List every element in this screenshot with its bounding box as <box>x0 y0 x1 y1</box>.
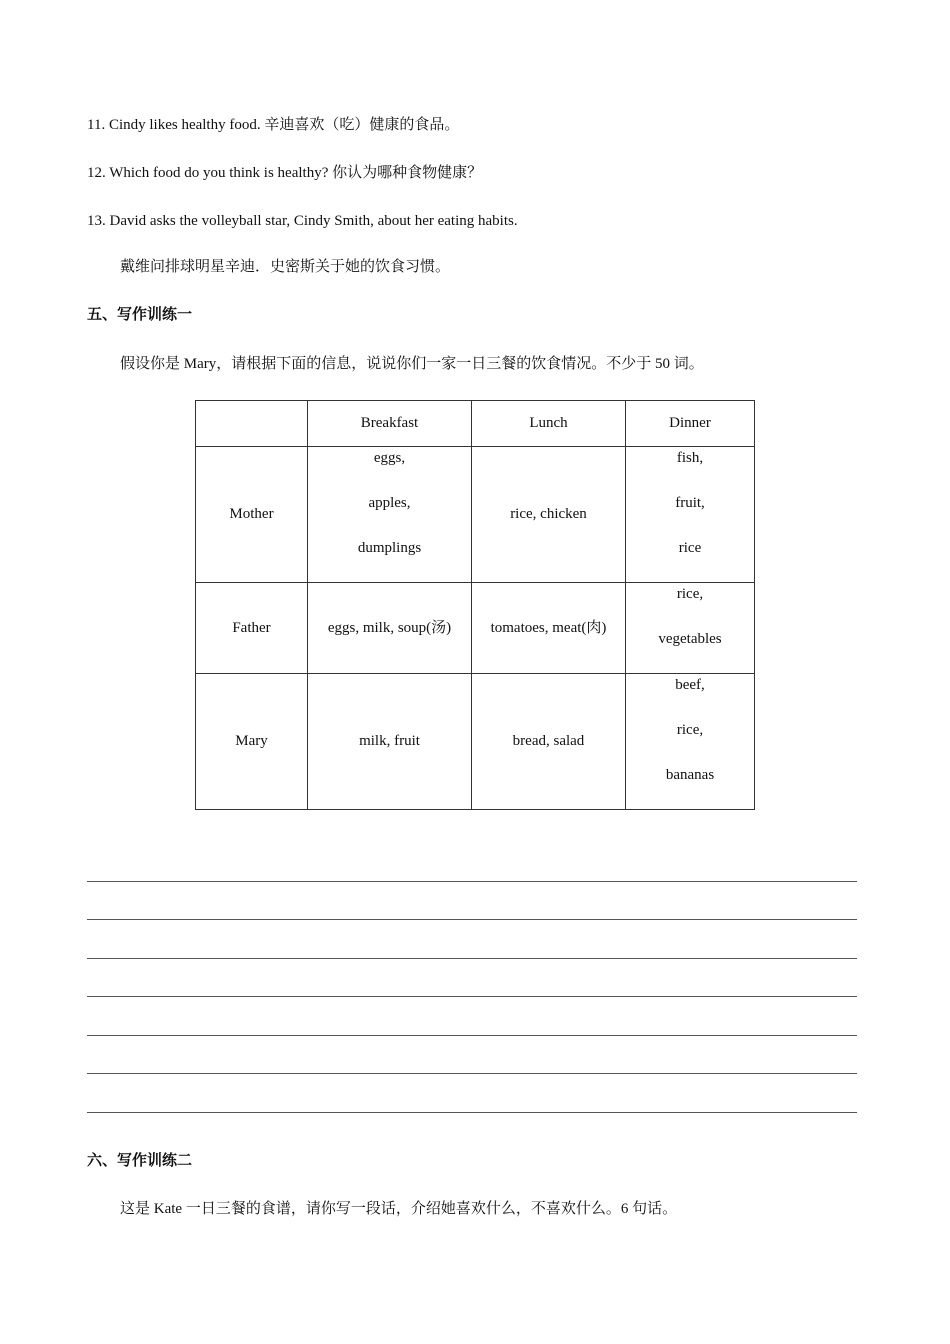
item-12: 12. Which food do you think is healthy? 你认为哪种食物健康？ <box>87 165 483 181</box>
section6-heading: 六、写作训练二 <box>87 1153 193 1169</box>
item-13-translation: 戴维问排球明星辛迪．史密斯关于她的饮食习惯。 <box>120 259 451 275</box>
lunch-cell: tomatoes, meat(肉) <box>472 583 626 674</box>
writing-line[interactable] <box>87 881 857 882</box>
food-item: fruit, <box>675 495 705 511</box>
writing-line[interactable] <box>87 996 857 997</box>
breakfast-cell <box>308 447 472 583</box>
meals-table <box>195 400 755 810</box>
food-item: eggs, <box>373 450 406 466</box>
writing-line[interactable] <box>87 1073 857 1074</box>
item-11: 11. Cindy likes healthy food. 辛迪喜欢（吃）健康的食品。 <box>87 117 460 133</box>
dinner-cell <box>626 447 755 583</box>
header-breakfast: Breakfast <box>308 401 472 447</box>
food-item: fish, <box>676 450 704 466</box>
food-item: bananas <box>665 767 715 783</box>
lunch-cell: rice, chicken <box>472 447 626 583</box>
row-name: Father <box>196 583 308 674</box>
writing-line[interactable] <box>87 958 857 959</box>
food-item: rice, <box>676 722 704 738</box>
table-row <box>196 583 755 674</box>
dinner-cell <box>626 583 755 674</box>
dinner-cell <box>626 674 755 810</box>
lunch-cell: bread, salad <box>472 674 626 810</box>
row-name: Mary <box>196 674 308 810</box>
food-item: beef, <box>675 677 705 693</box>
writing-line[interactable] <box>87 1112 857 1113</box>
breakfast-cell: milk, fruit <box>308 674 472 810</box>
table-row <box>196 674 755 810</box>
section5-instruction: 假设你是 Mary，请根据下面的信息，说说你们一家一日三餐的饮食情况。不少于 50 词。 <box>120 356 704 372</box>
food-item: rice, <box>676 586 704 602</box>
header-lunch: Lunch <box>472 401 626 447</box>
table-header-row <box>196 401 755 447</box>
header-cell-empty <box>196 401 308 447</box>
item-13: 13. David asks the volleyball star, Cindy Smith, about her eating habits. <box>87 213 518 229</box>
table-row <box>196 447 755 583</box>
food-item: dumplings <box>357 540 422 556</box>
row-name: Mother <box>196 447 308 583</box>
section6-instruction: 这是 Kate 一日三餐的食谱，请你写一段话，介绍她喜欢什么，不喜欢什么。6 句话。 <box>120 1201 678 1217</box>
writing-line[interactable] <box>87 1035 857 1036</box>
writing-line[interactable] <box>87 919 857 920</box>
food-item: apples, <box>368 495 411 511</box>
food-item: vegetables <box>658 631 722 647</box>
section5-heading: 五、写作训练一 <box>87 307 193 323</box>
breakfast-cell: eggs, milk, soup(汤) <box>308 583 472 674</box>
header-dinner: Dinner <box>626 401 755 447</box>
food-item: rice <box>678 540 702 556</box>
